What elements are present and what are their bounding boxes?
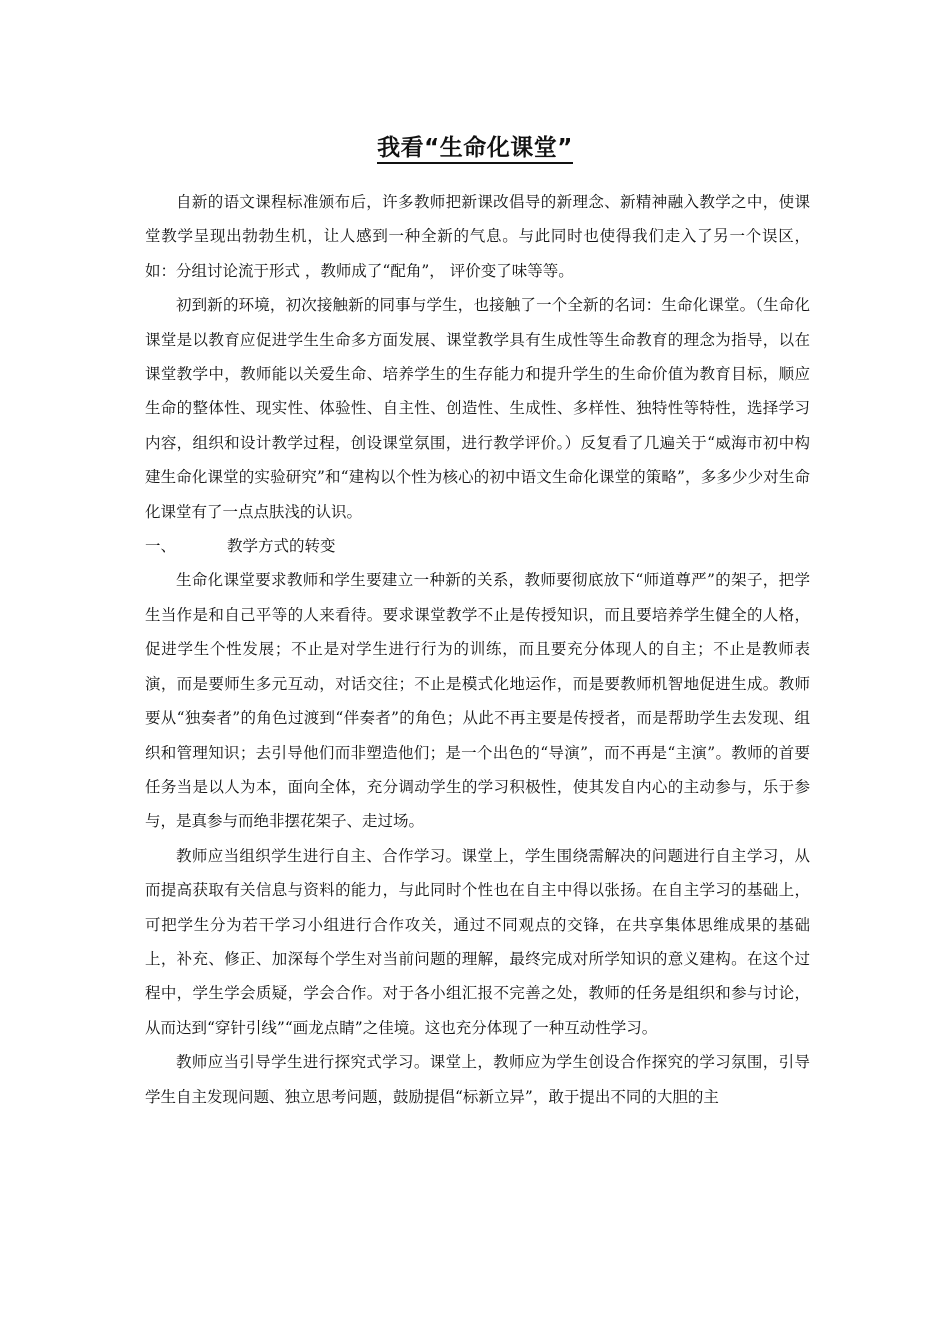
paragraph: 教师应当组织学生进行自主、合作学习。课堂上，学生围绕需解决的问题进行自主学习，从而提高获取有关信息与资料的能力，与此同时个性也在自主中得以张扬。在自主学习的基础上，可把学生分为若干学习小组进行合作攻关，通过不同观点的交锋，在共享集体思维成果的基础上，补充、修正、加深每个学生对当前问题的理解，最终完成对所学知识的意义建构。在这个过程中，学生学会质疑，学会合作。对于各小组汇报不完善之处，教师的任务是组织和参与讨论，从而达到“穿针引线”“画龙点睛”之佳境。这也充分体现了一种互动性学习。 (145, 846, 810, 1037)
document-body (145, 185, 810, 1114)
document-title (0, 132, 950, 164)
paragraph: 生命化课堂要求教师和学生要建立一种新的关系，教师要彻底放下“师道尊严”的架子，把学生当作是和自己平等的人来看待。要求课堂教学不止是传授知识，而且要培养学生健全的人格，促进学生个性发展；不止是对学生进行行为的训练，而且要充分体现人的自主；不止是教师表演，而是要师生多元互动，对话交往；不止是模式化地运作，而是要教师机智地促进生成。教师要从“独奏者”的角色过渡到“伴奏者”的角色；从此不再主要是传授者，而是帮助学生去发现、组织和管理知识；去引导他们而非塑造他们；是一个出色的“导演”，而不再是“主演”。教师的首要任务当是以人为本，面向全体，充分调动学生的学习积极性，使其发自内心的主动参与，乐于参与，是真参与而绝非摆花架子、走过场。 (145, 571, 810, 831)
section-title: 教学方式的转变 (227, 537, 336, 556)
paragraph: 自新的语文课程标准颁布后，许多教师把新课改倡导的新理念、新精神融入教学之中，使课堂教学呈现出勃勃生机，让人感到一种全新的气息。与此同时也使得我们走入了另一个误区，如：分组讨论流于形式 ，教师成了“配角”， 评价变了味等等。 (145, 193, 810, 280)
section-number: 一、 (145, 537, 177, 556)
section-heading (145, 529, 810, 563)
document-title-text: 我看“生命化课堂” (377, 135, 573, 164)
paragraph: 教师应当引导学生进行探究式学习。课堂上，教师应为学生创设合作探究的学习氛围，引导学生自主发现问题、独立思考问题，鼓励提倡“标新立异”，敢于提出不同的大胆的主 (145, 1053, 810, 1106)
paragraph: 初到新的环境，初次接触新的同事与学生，也接触了一个全新的名词：生命化课堂。（生命化课堂是以教育应促进学生生命多方面发展、课堂教学具有生成性等生命教育的理念为指导，以在课堂教学中，教师能以关爱生命、培养学生的生存能力和提升学生的生命价值为教育目标，顺应生命的整体性、现实性、体验性、自主性、创造性、生成性、多样性、独特性等特性，选择学习内容，组织和设计教学过程，创设课堂氛围，进行教学评价。）反复看了几遍关于“威海市初中构建生命化课堂的实验研究”和“建构以个性为核心的初中语文生命化课堂的策略”，多多少少对生命化课堂有了一点点肤浅的认识。 (145, 296, 810, 521)
